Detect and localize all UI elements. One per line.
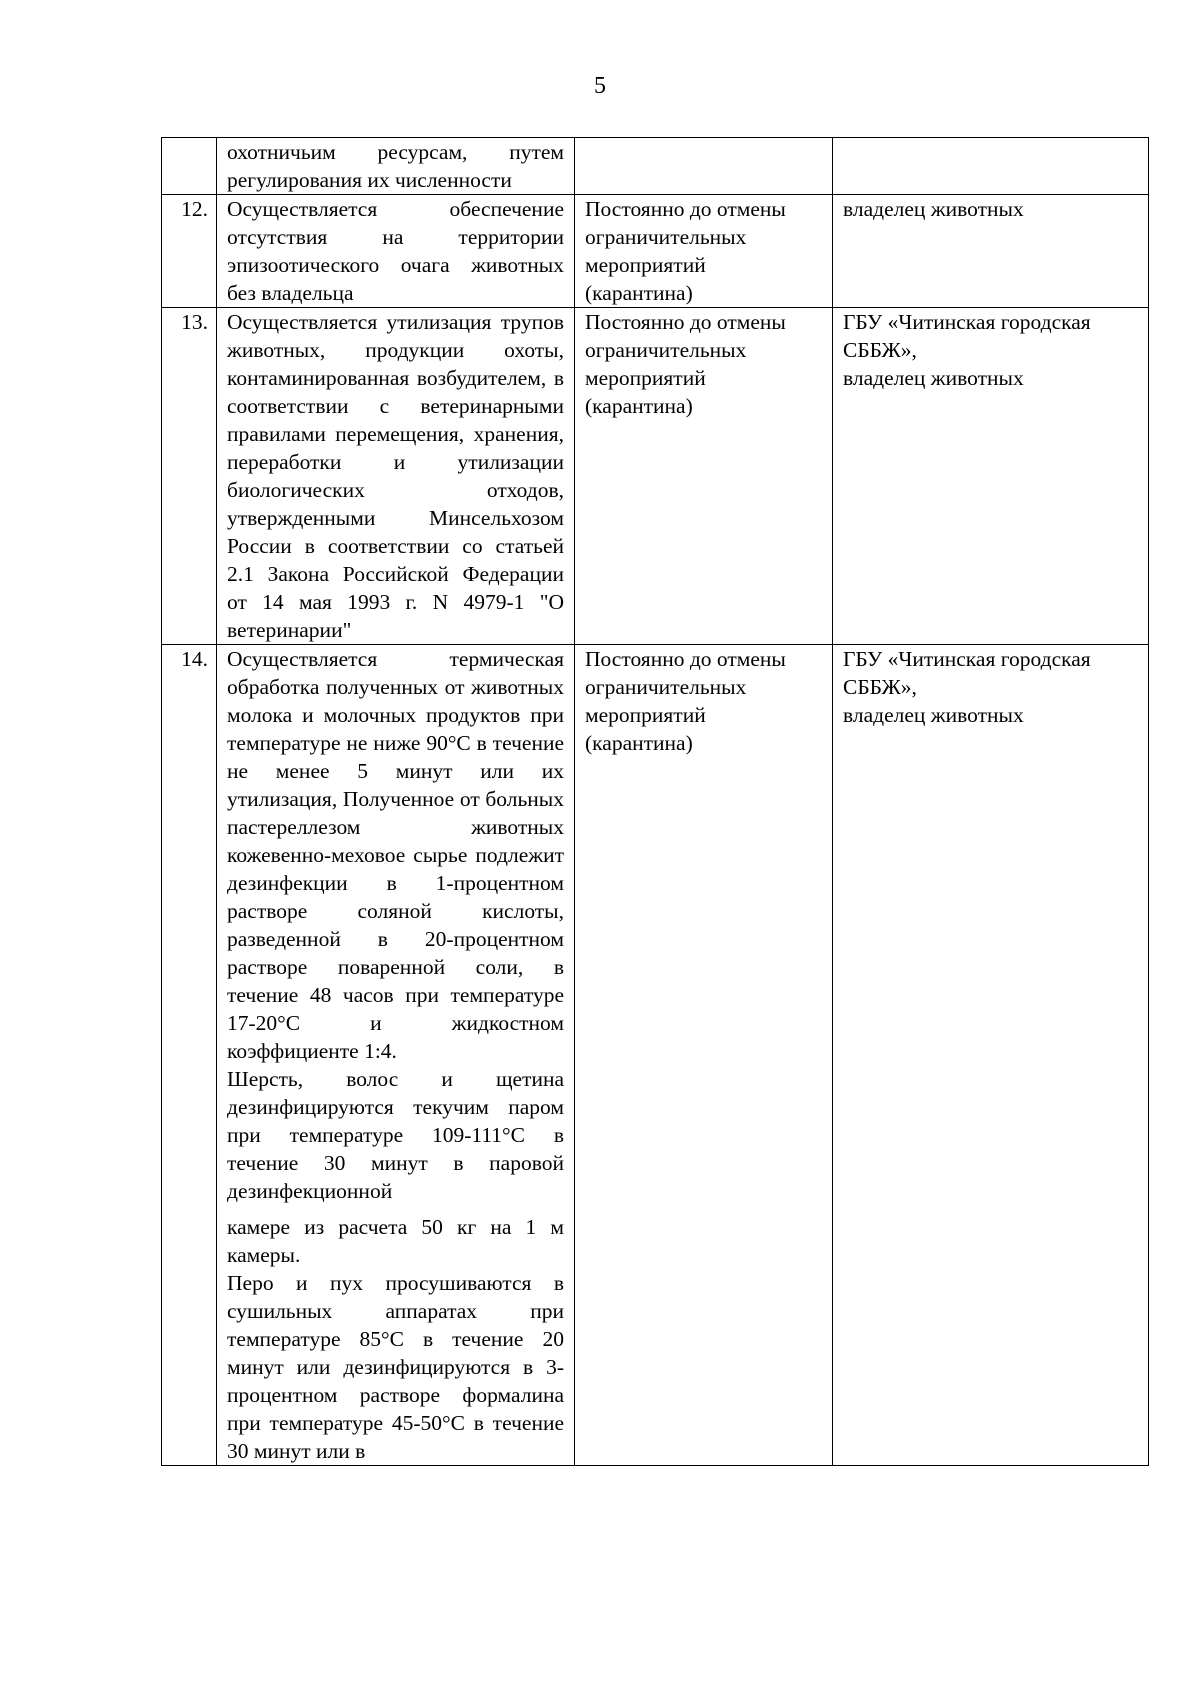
measure-responsible	[833, 195, 1149, 308]
description-paragraph: камере из расчета 50 кг на 1 м камеры.	[227, 1215, 564, 1267]
measure-term	[575, 195, 833, 308]
row-number: 12.	[162, 195, 217, 308]
responsible-line: СББЖ»,	[843, 338, 917, 362]
term-line: Постоянно до отмены	[585, 197, 786, 221]
responsible-line: ГБУ «Читинская городская	[843, 310, 1091, 334]
measure-responsible	[833, 138, 1149, 195]
page-number: 5	[594, 73, 606, 99]
measure-responsible	[833, 645, 1149, 1466]
term-line: (карантина)	[585, 394, 693, 418]
measure-description	[217, 645, 575, 1466]
measure-description	[217, 138, 575, 195]
description-paragraph: охотничьим ресурсам, путем регулирования их численности	[227, 140, 564, 192]
measures-table	[161, 137, 1149, 1466]
table-row	[162, 195, 1149, 308]
table-row	[162, 645, 1149, 1466]
term-line: Постоянно до отмены	[585, 310, 786, 334]
measure-term	[575, 138, 833, 195]
term-line: ограничительных	[585, 338, 747, 362]
term-line: ограничительных	[585, 225, 747, 249]
measure-description	[217, 195, 575, 308]
term-line: ограничительных	[585, 675, 747, 699]
measure-description	[217, 308, 575, 645]
table-row	[162, 308, 1149, 645]
responsible-line: СББЖ»,	[843, 675, 917, 699]
description-paragraph: Шерсть, волос и щетина дезинфицируются текучим паром при температуре 109-111°С в течение 30 минут в паровой дезинфекционной	[227, 1067, 564, 1203]
term-line: Постоянно до отмены	[585, 647, 786, 671]
term-line: (карантина)	[585, 731, 693, 755]
term-line: мероприятий	[585, 703, 706, 727]
term-line: мероприятий	[585, 366, 706, 390]
measure-responsible	[833, 308, 1149, 645]
measure-term	[575, 645, 833, 1466]
row-number: 14.	[162, 645, 217, 1466]
term-line: (карантина)	[585, 281, 693, 305]
row-number	[162, 138, 217, 195]
row-number: 13.	[162, 308, 217, 645]
description-paragraph: Осуществляется утилизация трупов животных, продукции охоты, контаминированная возбудителем, в соответствии с ветеринарными правилами перемещения, хранения, переработки и утилизации биологических отходов, утвержденными Минсельхозом России в соответствии со статьей 2.1 Закона Российской Федерации от 14 мая 1993 г. N 4979-1 "О ветеринарии"	[227, 310, 564, 642]
responsible-line: владелец животных	[843, 366, 1024, 390]
description-paragraph: Осуществляется термическая обработка полученных от животных молока и молочных продуктов при температуре не ниже 90°С в течение не менее 5 минут или их утилизация, Полученное от больных пастереллезом животных кожевенно-меховое сырье подлежит дезинфекции в 1-процентном растворе соляной кислоты, разведенной в 20-процентном растворе поваренной соли, в течение 48 часов при температуре 17-20°С и жидкостном коэффициенте 1:4.	[227, 647, 564, 1063]
description-paragraph: Перо и пух просушиваются в сушильных аппаратах при температуре 85°С в течение 20 минут или дезинфицируются в 3-процентном растворе формалина при температуре 45-50°С в течение 30 минут или в	[227, 1271, 564, 1463]
responsible-line: ГБУ «Читинская городская	[843, 647, 1091, 671]
table-row	[162, 138, 1149, 195]
measure-term	[575, 308, 833, 645]
description-paragraph: Осуществляется обеспечение отсутствия на территории эпизоотического очага животных без владельца	[227, 197, 564, 305]
responsible-line: владелец животных	[843, 197, 1024, 221]
responsible-line: владелец животных	[843, 703, 1024, 727]
term-line: мероприятий	[585, 253, 706, 277]
